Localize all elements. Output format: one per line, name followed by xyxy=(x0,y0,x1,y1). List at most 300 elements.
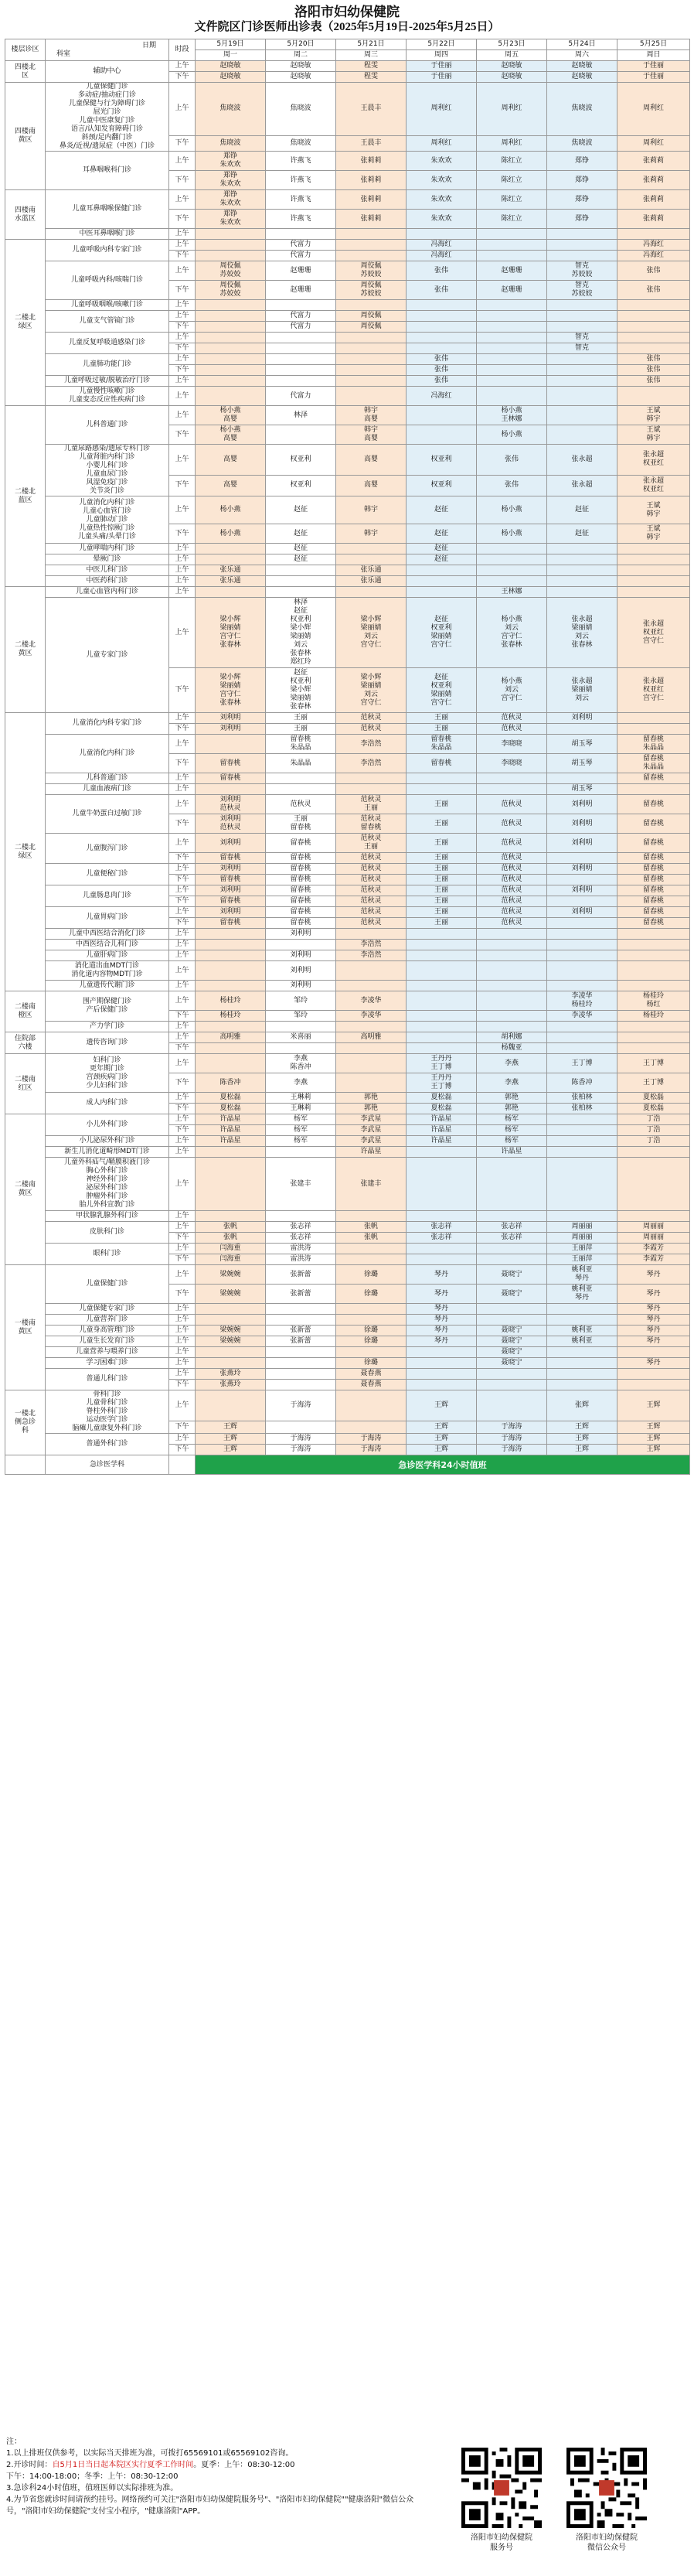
doctor-cell xyxy=(196,544,266,554)
doctor-cell: 李燕 xyxy=(477,1073,547,1093)
doctor-cell xyxy=(547,1369,617,1380)
doctor-cell: 夏松磊 xyxy=(196,1093,266,1104)
table-row xyxy=(5,961,690,981)
doctor-cell: 夏松磊 xyxy=(196,1104,266,1114)
doctor-cell xyxy=(407,333,477,343)
header-date: 5月24日 xyxy=(547,39,617,50)
doctor-cell xyxy=(266,1211,336,1222)
header-date: 5月21日 xyxy=(336,39,407,50)
session-label: 上午 xyxy=(169,950,196,961)
doctor-cell: 丁浩 xyxy=(617,1114,690,1125)
doctor-cell: 张伟 xyxy=(617,261,690,281)
doctor-cell: 张永超 xyxy=(547,445,617,476)
doctor-cell xyxy=(196,300,266,311)
doctor-cell: 于海涛 xyxy=(477,1445,547,1455)
doctor-cell xyxy=(196,240,266,251)
doctor-cell: 王辉 xyxy=(407,1421,477,1434)
doctor-cell: 刘利明 xyxy=(196,834,266,853)
session-label: 下午 xyxy=(169,918,196,929)
qr-wechat[interactable] xyxy=(564,2448,649,2553)
doctor-cell xyxy=(547,940,617,950)
doctor-cell: 丁浩 xyxy=(617,1136,690,1147)
doctor-cell xyxy=(477,229,547,240)
doctor-cell: 琴丹 xyxy=(617,1358,690,1369)
doctor-cell: 留春桃 xyxy=(196,918,266,929)
doctor-cell: 张伟 xyxy=(617,354,690,365)
doctor-cell xyxy=(617,387,690,406)
doctor-cell xyxy=(477,950,547,961)
doctor-cell xyxy=(336,554,407,565)
department-label: 小儿外科门诊 xyxy=(46,1114,169,1136)
doctor-cell: 王琳莉 xyxy=(266,1104,336,1114)
doctor-cell xyxy=(407,991,477,1011)
doctor-cell xyxy=(196,1358,266,1369)
doctor-cell: 李武星 xyxy=(336,1125,407,1136)
doctor-cell xyxy=(617,950,690,961)
doctor-cell: 王丽 xyxy=(407,918,477,929)
session-label: 上午 xyxy=(169,261,196,281)
header-date: 5月25日 xyxy=(617,39,690,50)
note-2b: 下午：14:00-18:00；冬季：上午：08:30-12:00 xyxy=(6,2472,179,2481)
table-row xyxy=(5,834,690,853)
doctor-cell xyxy=(407,1211,477,1222)
doctor-cell: 杨小燕 刘云 宫守仁 xyxy=(477,668,547,713)
header-weekday: 周二 xyxy=(266,50,336,61)
doctor-cell: 李凌华 杨桂玲 xyxy=(547,991,617,1011)
session-label: 下午 xyxy=(169,135,196,151)
header-weekday: 周六 xyxy=(547,50,617,61)
department-label: 儿童心血管内科门诊 xyxy=(46,587,169,598)
doctor-cell xyxy=(477,1244,547,1254)
table-row xyxy=(5,1054,690,1073)
doctor-cell xyxy=(477,773,547,784)
doctor-cell: 姚利亚 xyxy=(547,1336,617,1347)
doctor-cell: 夏松磊 xyxy=(617,1104,690,1114)
doctor-cell: 杨小燕 刘云 宫守仁 张春林 xyxy=(477,598,547,668)
doctor-cell: 梁婉婉 xyxy=(196,1326,266,1336)
doctor-cell xyxy=(407,300,477,311)
table-row xyxy=(5,333,690,343)
area-label: 住院部 六楼 xyxy=(5,1032,46,1054)
doctor-cell xyxy=(617,311,690,322)
doctor-cell: 张乐通 xyxy=(196,565,266,576)
doctor-cell: 姚利亚 琴丹 xyxy=(547,1265,617,1285)
doctor-cell xyxy=(196,229,266,240)
doctor-cell xyxy=(266,1358,336,1369)
session-label: 上午 xyxy=(169,333,196,343)
doctor-cell: 刘利明 xyxy=(196,724,266,735)
doctor-cell: 琴丹 xyxy=(407,1315,477,1326)
area-label: 四楼北 区 xyxy=(5,61,46,83)
doctor-cell: 王辉 xyxy=(407,1390,477,1421)
doctor-cell xyxy=(617,544,690,554)
session-label: 上午 xyxy=(169,152,196,171)
doctor-cell: 杨小燕 xyxy=(477,425,547,445)
doctor-cell xyxy=(547,1125,617,1136)
doctor-cell: 王辉 xyxy=(407,1445,477,1455)
department-label: 妇科门诊 更年期门诊 宫颈疾病门诊 少儿妇科门诊 xyxy=(46,1054,169,1093)
doctor-cell: 王丹丹 王丁博 xyxy=(407,1073,477,1093)
doctor-cell: 范秋灵 xyxy=(477,864,547,875)
doctor-cell: 刘利明 xyxy=(547,864,617,875)
header-weekday: 周四 xyxy=(407,50,477,61)
doctor-cell xyxy=(266,1380,336,1390)
table-row xyxy=(5,544,690,554)
doctor-cell: 夏松磊 xyxy=(407,1093,477,1104)
doctor-cell xyxy=(617,1347,690,1358)
doctor-cell xyxy=(547,365,617,376)
doctor-cell: 焦晓波 xyxy=(196,83,266,136)
doctor-cell: 范秋灵 xyxy=(336,885,407,896)
doctor-cell: 郑铮 朱欢欢 xyxy=(196,190,266,210)
doctor-cell: 张永超 梁丽婧 刘云 xyxy=(547,668,617,713)
qr-service[interactable] xyxy=(459,2448,544,2553)
doctor-cell: 张伟 xyxy=(477,445,547,476)
doctor-cell: 刘利明 xyxy=(547,713,617,724)
doctor-cell: 张莉莉 xyxy=(617,210,690,229)
department-label: 儿童消化内科门诊 xyxy=(46,735,169,773)
doctor-cell xyxy=(547,251,617,261)
doctor-cell xyxy=(196,587,266,598)
doctor-cell xyxy=(196,929,266,940)
doctor-cell xyxy=(196,1315,266,1326)
doctor-cell xyxy=(266,1315,336,1326)
table-row xyxy=(5,598,690,668)
doctor-cell xyxy=(336,961,407,981)
doctor-cell xyxy=(266,343,336,354)
header-date-label: 日期 xyxy=(141,41,156,49)
session-label: 上午 xyxy=(169,565,196,576)
doctor-cell: 杨小燕 xyxy=(477,524,547,544)
doctor-cell: 梁婉婉 xyxy=(196,1265,266,1285)
doctor-cell: 刘利明 xyxy=(196,885,266,896)
doctor-cell: 王辉 xyxy=(407,1434,477,1445)
doctor-cell: 许晶星 xyxy=(407,1125,477,1136)
department-label: 中医耳鼻咽喉门诊 xyxy=(46,229,169,240)
doctor-cell xyxy=(617,929,690,940)
department-label: 儿童呼吸内科专家门诊 xyxy=(46,240,169,261)
doctor-cell: 朱欢欢 xyxy=(407,171,477,190)
doctor-cell: 聂晓宁 xyxy=(477,1358,547,1369)
table-row xyxy=(5,784,690,795)
doctor-cell: 梁小辉 梁丽婧 刘云 宫守仁 xyxy=(336,598,407,668)
doctor-cell: 智克 xyxy=(547,333,617,343)
doctor-cell: 张建丰 xyxy=(266,1158,336,1211)
doctor-cell: 徐璐 xyxy=(336,1336,407,1347)
doctor-cell: 王斌 韩宇 xyxy=(617,524,690,544)
doctor-cell: 雷洪涛 xyxy=(266,1254,336,1265)
doctor-cell xyxy=(336,333,407,343)
doctor-cell xyxy=(477,1022,547,1032)
doctor-cell xyxy=(266,1369,336,1380)
doctor-cell: 张莉莉 xyxy=(617,152,690,171)
doctor-cell: 张莉莉 xyxy=(336,171,407,190)
doctor-cell: 赵征 xyxy=(266,496,336,524)
doctor-cell: 胡玉琴 xyxy=(547,754,617,773)
table-row xyxy=(5,565,690,576)
table-row xyxy=(5,907,690,918)
department-label: 儿科普通门诊 xyxy=(46,406,169,445)
doctor-cell: 杨桂玲 杨红 xyxy=(617,991,690,1011)
doctor-cell: 张伟 xyxy=(477,475,547,496)
doctor-cell: 徐璐 xyxy=(336,1358,407,1369)
session-label: 上午 xyxy=(169,961,196,981)
doctor-cell xyxy=(266,300,336,311)
doctor-cell xyxy=(196,1390,266,1421)
doctor-cell: 王琳莉 xyxy=(266,1093,336,1104)
doctor-cell: 王丽 xyxy=(407,814,477,834)
doctor-cell xyxy=(196,1158,266,1211)
header-date: 5月19日 xyxy=(196,39,266,50)
doctor-cell: 赵征 xyxy=(407,496,477,524)
doctor-cell: 王丽 xyxy=(266,713,336,724)
doctor-cell: 王斌 韩宇 xyxy=(617,425,690,445)
doctor-cell: 陈红立 xyxy=(477,152,547,171)
doctor-cell: 郭艳 xyxy=(477,1104,547,1114)
doctor-cell: 张莉莉 xyxy=(336,190,407,210)
doctor-cell: 张莉莉 xyxy=(336,210,407,229)
doctor-cell: 王斌 韩宇 xyxy=(617,496,690,524)
doctor-cell: 范秋灵 xyxy=(477,834,547,853)
session-label: 下午 xyxy=(169,365,196,376)
doctor-cell xyxy=(196,1304,266,1315)
session-label: 上午 xyxy=(169,83,196,136)
table-row xyxy=(5,885,690,896)
doctor-cell: 张辉 xyxy=(547,1390,617,1421)
session-label: 下午 xyxy=(169,1104,196,1114)
doctor-cell: 王晨丰 xyxy=(336,83,407,136)
doctor-cell: 范秋灵 xyxy=(477,814,547,834)
session-label: 上午 xyxy=(169,784,196,795)
doctor-cell: 范秋灵 xyxy=(477,795,547,814)
doctor-cell xyxy=(617,300,690,311)
doctor-cell: 张新蕾 xyxy=(266,1265,336,1285)
doctor-cell: 范秋灵 xyxy=(477,875,547,885)
doctor-cell: 张新蕾 xyxy=(266,1336,336,1347)
doctor-cell: 韩宇 xyxy=(336,496,407,524)
doctor-cell xyxy=(336,1022,407,1032)
session-label: 上午 xyxy=(169,61,196,72)
doctor-cell: 王丽 xyxy=(407,713,477,724)
doctor-cell xyxy=(547,853,617,864)
doctor-cell xyxy=(266,576,336,587)
department-label: 耳鼻咽喉科门诊 xyxy=(46,152,169,190)
doctor-cell: 张柏林 xyxy=(547,1104,617,1114)
doctor-cell: 杨小燕 xyxy=(196,496,266,524)
doctor-cell: 范秋灵 xyxy=(477,918,547,929)
doctor-cell: 王辉 xyxy=(617,1421,690,1434)
table-row xyxy=(5,152,690,171)
department-label: 急诊医学科 xyxy=(46,1455,169,1475)
doctor-cell xyxy=(477,311,547,322)
department-label: 儿童呼吸过敏/脱敏治疗门诊 xyxy=(46,376,169,387)
doctor-cell: 雷洪涛 xyxy=(266,1244,336,1254)
doctor-cell: 留春桃 xyxy=(617,918,690,929)
session-label: 下午 xyxy=(169,814,196,834)
doctor-cell: 代富力 xyxy=(266,322,336,333)
doctor-cell: 留春桃 xyxy=(617,814,690,834)
doctor-cell xyxy=(617,587,690,598)
doctor-cell xyxy=(266,1347,336,1358)
doctor-cell: 王辉 xyxy=(617,1445,690,1455)
session-label: 下午 xyxy=(169,1125,196,1136)
doctor-cell: 张乐通 xyxy=(336,565,407,576)
doctor-cell: 智克 苏姣姣 xyxy=(547,261,617,281)
doctor-cell: 张伟 xyxy=(407,376,477,387)
doctor-cell xyxy=(617,961,690,981)
doctor-cell: 焦晓波 xyxy=(266,83,336,136)
doctor-cell xyxy=(547,1136,617,1147)
doctor-cell xyxy=(477,387,547,406)
doctor-cell: 留春桃 xyxy=(617,875,690,885)
doctor-cell xyxy=(617,1147,690,1158)
doctor-cell: 于佳丽 xyxy=(617,61,690,72)
table-row xyxy=(5,496,690,524)
session-label: 下午 xyxy=(169,1285,196,1304)
doctor-cell: 刘利明 xyxy=(547,814,617,834)
doctor-cell xyxy=(336,376,407,387)
session-label: 上午 xyxy=(169,576,196,587)
doctor-cell: 赵珊珊 xyxy=(266,281,336,300)
table-row xyxy=(5,83,690,136)
table-row xyxy=(5,1093,690,1104)
doctor-cell xyxy=(336,1043,407,1054)
department-label: 儿童消化内科门诊 儿童心血管门诊 儿童肺动门诊 儿童热性惊厥门诊 儿童头痛/头晕门诊 xyxy=(46,496,169,544)
table-row xyxy=(5,1304,690,1315)
session-label: 上午 xyxy=(169,1326,196,1336)
session-label: 上午 xyxy=(169,1022,196,1032)
doctor-cell xyxy=(477,376,547,387)
doctor-cell xyxy=(407,343,477,354)
department-label: 儿童保健专家门诊 xyxy=(46,1304,169,1315)
doctor-cell: 王辉 xyxy=(617,1390,690,1421)
doctor-cell xyxy=(407,1380,477,1390)
doctor-cell: 丁浩 xyxy=(617,1125,690,1136)
area-label: 二楼北 绿区 xyxy=(5,713,46,991)
doctor-cell xyxy=(336,387,407,406)
doctor-cell xyxy=(547,240,617,251)
doctor-cell xyxy=(407,961,477,981)
doctor-cell xyxy=(547,1358,617,1369)
doctor-cell: 张柏林 xyxy=(547,1093,617,1104)
doctor-cell xyxy=(336,1347,407,1358)
doctor-cell: 周丽丽 xyxy=(617,1222,690,1233)
doctor-cell xyxy=(196,784,266,795)
doctor-cell xyxy=(477,544,547,554)
doctor-cell: 高明雅 xyxy=(336,1032,407,1043)
doctor-cell xyxy=(266,229,336,240)
doctor-cell: 姚利亚 琴丹 xyxy=(547,1285,617,1304)
doctor-cell: 留春桃 xyxy=(266,907,336,918)
session-label: 上午 xyxy=(169,445,196,476)
doctor-cell xyxy=(407,950,477,961)
session-label: 下午 xyxy=(169,210,196,229)
department-label: 儿童反复呼吸道感染门诊 xyxy=(46,333,169,354)
doctor-cell: 范秋灵 王丽 xyxy=(336,834,407,853)
session-label: 上午 xyxy=(169,1369,196,1380)
doctor-cell xyxy=(617,343,690,354)
doctor-cell: 李武星 xyxy=(336,1114,407,1125)
session-label: 下午 xyxy=(169,724,196,735)
doctor-cell: 夏松磊 xyxy=(617,1093,690,1104)
area-label: 二楼南 红区 xyxy=(5,1054,46,1114)
table-row xyxy=(5,773,690,784)
department-label: 消化道出血MDT门诊 消化道内容物MDT门诊 xyxy=(46,961,169,981)
session-label: 上午 xyxy=(169,1390,196,1421)
doctor-cell xyxy=(547,918,617,929)
session-label xyxy=(169,1455,196,1475)
doctor-cell xyxy=(477,1369,547,1380)
doctor-cell xyxy=(196,376,266,387)
doctor-cell: 许燕飞 xyxy=(266,152,336,171)
doctor-cell xyxy=(407,1244,477,1254)
table-row xyxy=(5,795,690,814)
doctor-cell xyxy=(617,1369,690,1380)
doctor-cell xyxy=(547,1032,617,1043)
doctor-cell: 刘利明 xyxy=(547,907,617,918)
doctor-cell xyxy=(336,544,407,554)
table-row xyxy=(5,1136,690,1147)
doctor-cell: 郭艳 xyxy=(336,1093,407,1104)
doctor-cell: 留春桃 xyxy=(617,896,690,907)
doctor-cell: 李凌华 xyxy=(336,991,407,1011)
doctor-cell xyxy=(477,300,547,311)
doctor-cell: 权亚利 xyxy=(407,445,477,476)
doctor-cell xyxy=(407,1369,477,1380)
doctor-cell: 许燕飞 xyxy=(266,210,336,229)
doctor-cell xyxy=(336,1315,407,1326)
department-label: 儿童肠息肉门诊 xyxy=(46,885,169,907)
doctor-cell: 张新蕾 xyxy=(266,1326,336,1336)
doctor-cell: 李凌华 xyxy=(336,1011,407,1022)
doctor-cell xyxy=(547,1211,617,1222)
doctor-cell xyxy=(196,1211,266,1222)
session-label: 上午 xyxy=(169,554,196,565)
doctor-cell: 张帆 xyxy=(196,1233,266,1244)
department-label: 遗传咨询门诊 xyxy=(46,1032,169,1054)
doctor-cell xyxy=(336,229,407,240)
doctor-cell: 焦晓波 xyxy=(266,135,336,151)
doctor-cell xyxy=(617,981,690,991)
doctor-cell: 于海涛 xyxy=(477,1434,547,1445)
doctor-cell xyxy=(547,229,617,240)
doctor-cell xyxy=(547,896,617,907)
department-label: 儿童腹泻门诊 xyxy=(46,834,169,864)
doctor-cell xyxy=(196,251,266,261)
doctor-cell xyxy=(477,1254,547,1265)
session-label: 上午 xyxy=(169,1358,196,1369)
table-row xyxy=(5,387,690,406)
table-row xyxy=(5,587,690,598)
doctor-cell: 留春桃 xyxy=(617,864,690,875)
doctor-cell: 留春桃 xyxy=(617,795,690,814)
doctor-cell: 周佼佩 苏姣姣 xyxy=(196,281,266,300)
table-row xyxy=(5,229,690,240)
department-label: 儿童中西医结合消化门诊 xyxy=(46,929,169,940)
doctor-cell xyxy=(196,1347,266,1358)
doctor-cell: 聂春燕 xyxy=(336,1369,407,1380)
doctor-cell xyxy=(196,981,266,991)
doctor-cell: 留春桃 xyxy=(266,896,336,907)
doctor-cell: 于海涛 xyxy=(266,1445,336,1455)
doctor-cell: 琴丹 xyxy=(407,1326,477,1336)
doctor-cell xyxy=(477,240,547,251)
doctor-cell: 韩宇 高婴 xyxy=(336,425,407,445)
doctor-cell: 琴丹 xyxy=(617,1304,690,1315)
doctor-cell: 张志祥 xyxy=(407,1233,477,1244)
doctor-cell: 郑铮 xyxy=(547,210,617,229)
doctor-cell xyxy=(547,1114,617,1125)
